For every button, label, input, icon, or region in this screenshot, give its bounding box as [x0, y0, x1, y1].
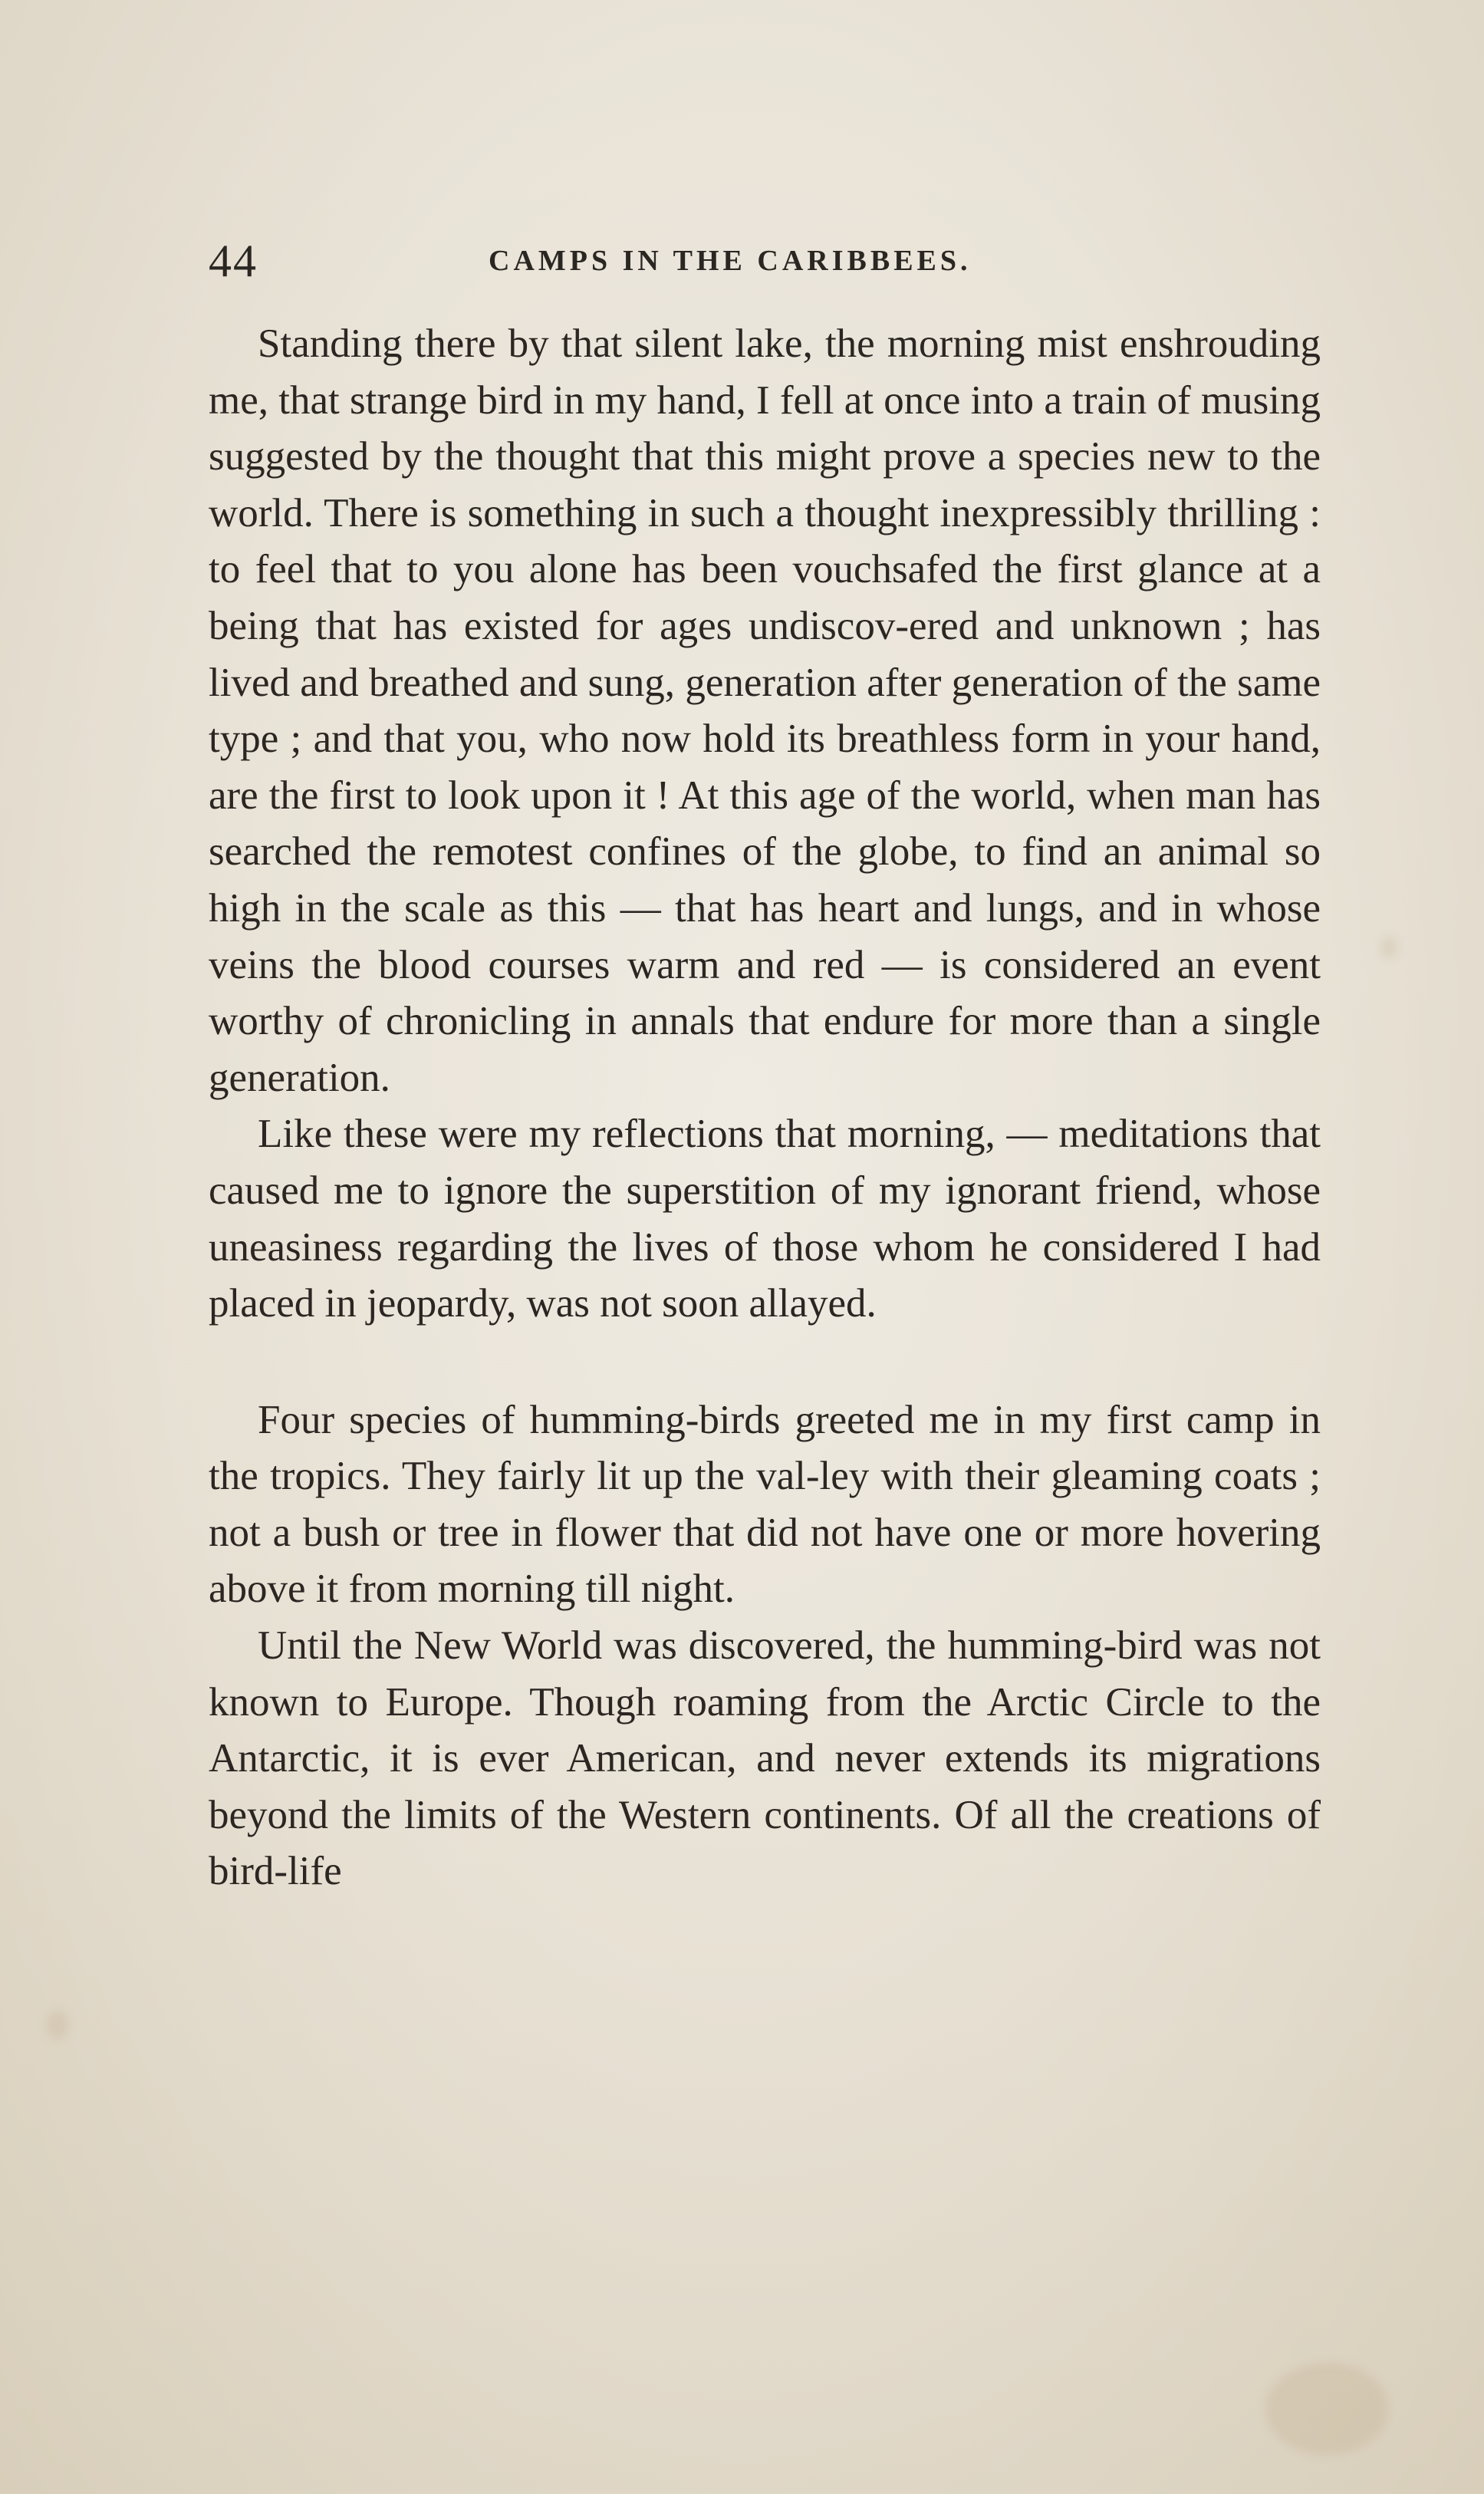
paragraph: Standing there by that silent lake, the morning mist enshrouding me, that strange bird in my hand, I fell at once into a train of musing suggested by the thought that this might prove a species new to the world. There is something in such a thought inexpressibly thrilling : to feel that to you alone has been vouchsafed the first glance at a being that has existed for ages undiscov-ered and unknown ; has lived and breathed and sung, generation after generation of the same type ; and that you, who now hold its breathless form in your hand, are the first to look upon it ! At this age of the world, when man has searched the remotest confines of the globe, to find an animal so high in the scale as this — that has heart and lungs, and in whose veins the blood courses warm and red — is considered an event worthy of chronicling in annals that endure for more than a single generation.	[209, 321, 1321, 1100]
page-number: 44	[209, 236, 258, 286]
foxing-spot	[46, 2010, 69, 2041]
running-head-title: CAMPS IN THE CARIBBEES.	[489, 245, 972, 277]
foxing-spot	[1265, 2363, 1388, 2455]
paragraph: Like these were my reflections that morning, — meditations that caused me to ignore the superstition of my ignorant friend, whose uneasiness regarding the lives of those whom he considered I had placed in jeopardy, was not soon allayed.	[209, 1112, 1321, 1326]
paragraph: Four species of humming-birds greeted me in my first camp in the tropics. They fairly lit up the val-ley with their gleaming coats ; not a bush or tree in flower that did not have one or more hovering above it from morning till night.	[209, 1397, 1321, 1612]
paragraph: Until the New World was discovered, the humming-bird was not known to Europe. Though roaming from the Arctic Circle to the Antarctic, it is ever American, and never extends its migrations beyond the limits of the Western continents. Of all the creations of bird-life	[209, 1623, 1321, 1894]
running-head	[209, 230, 1321, 292]
section-break	[209, 1333, 1321, 1392]
body-text	[209, 316, 1321, 1900]
foxing-spot	[1380, 936, 1397, 959]
